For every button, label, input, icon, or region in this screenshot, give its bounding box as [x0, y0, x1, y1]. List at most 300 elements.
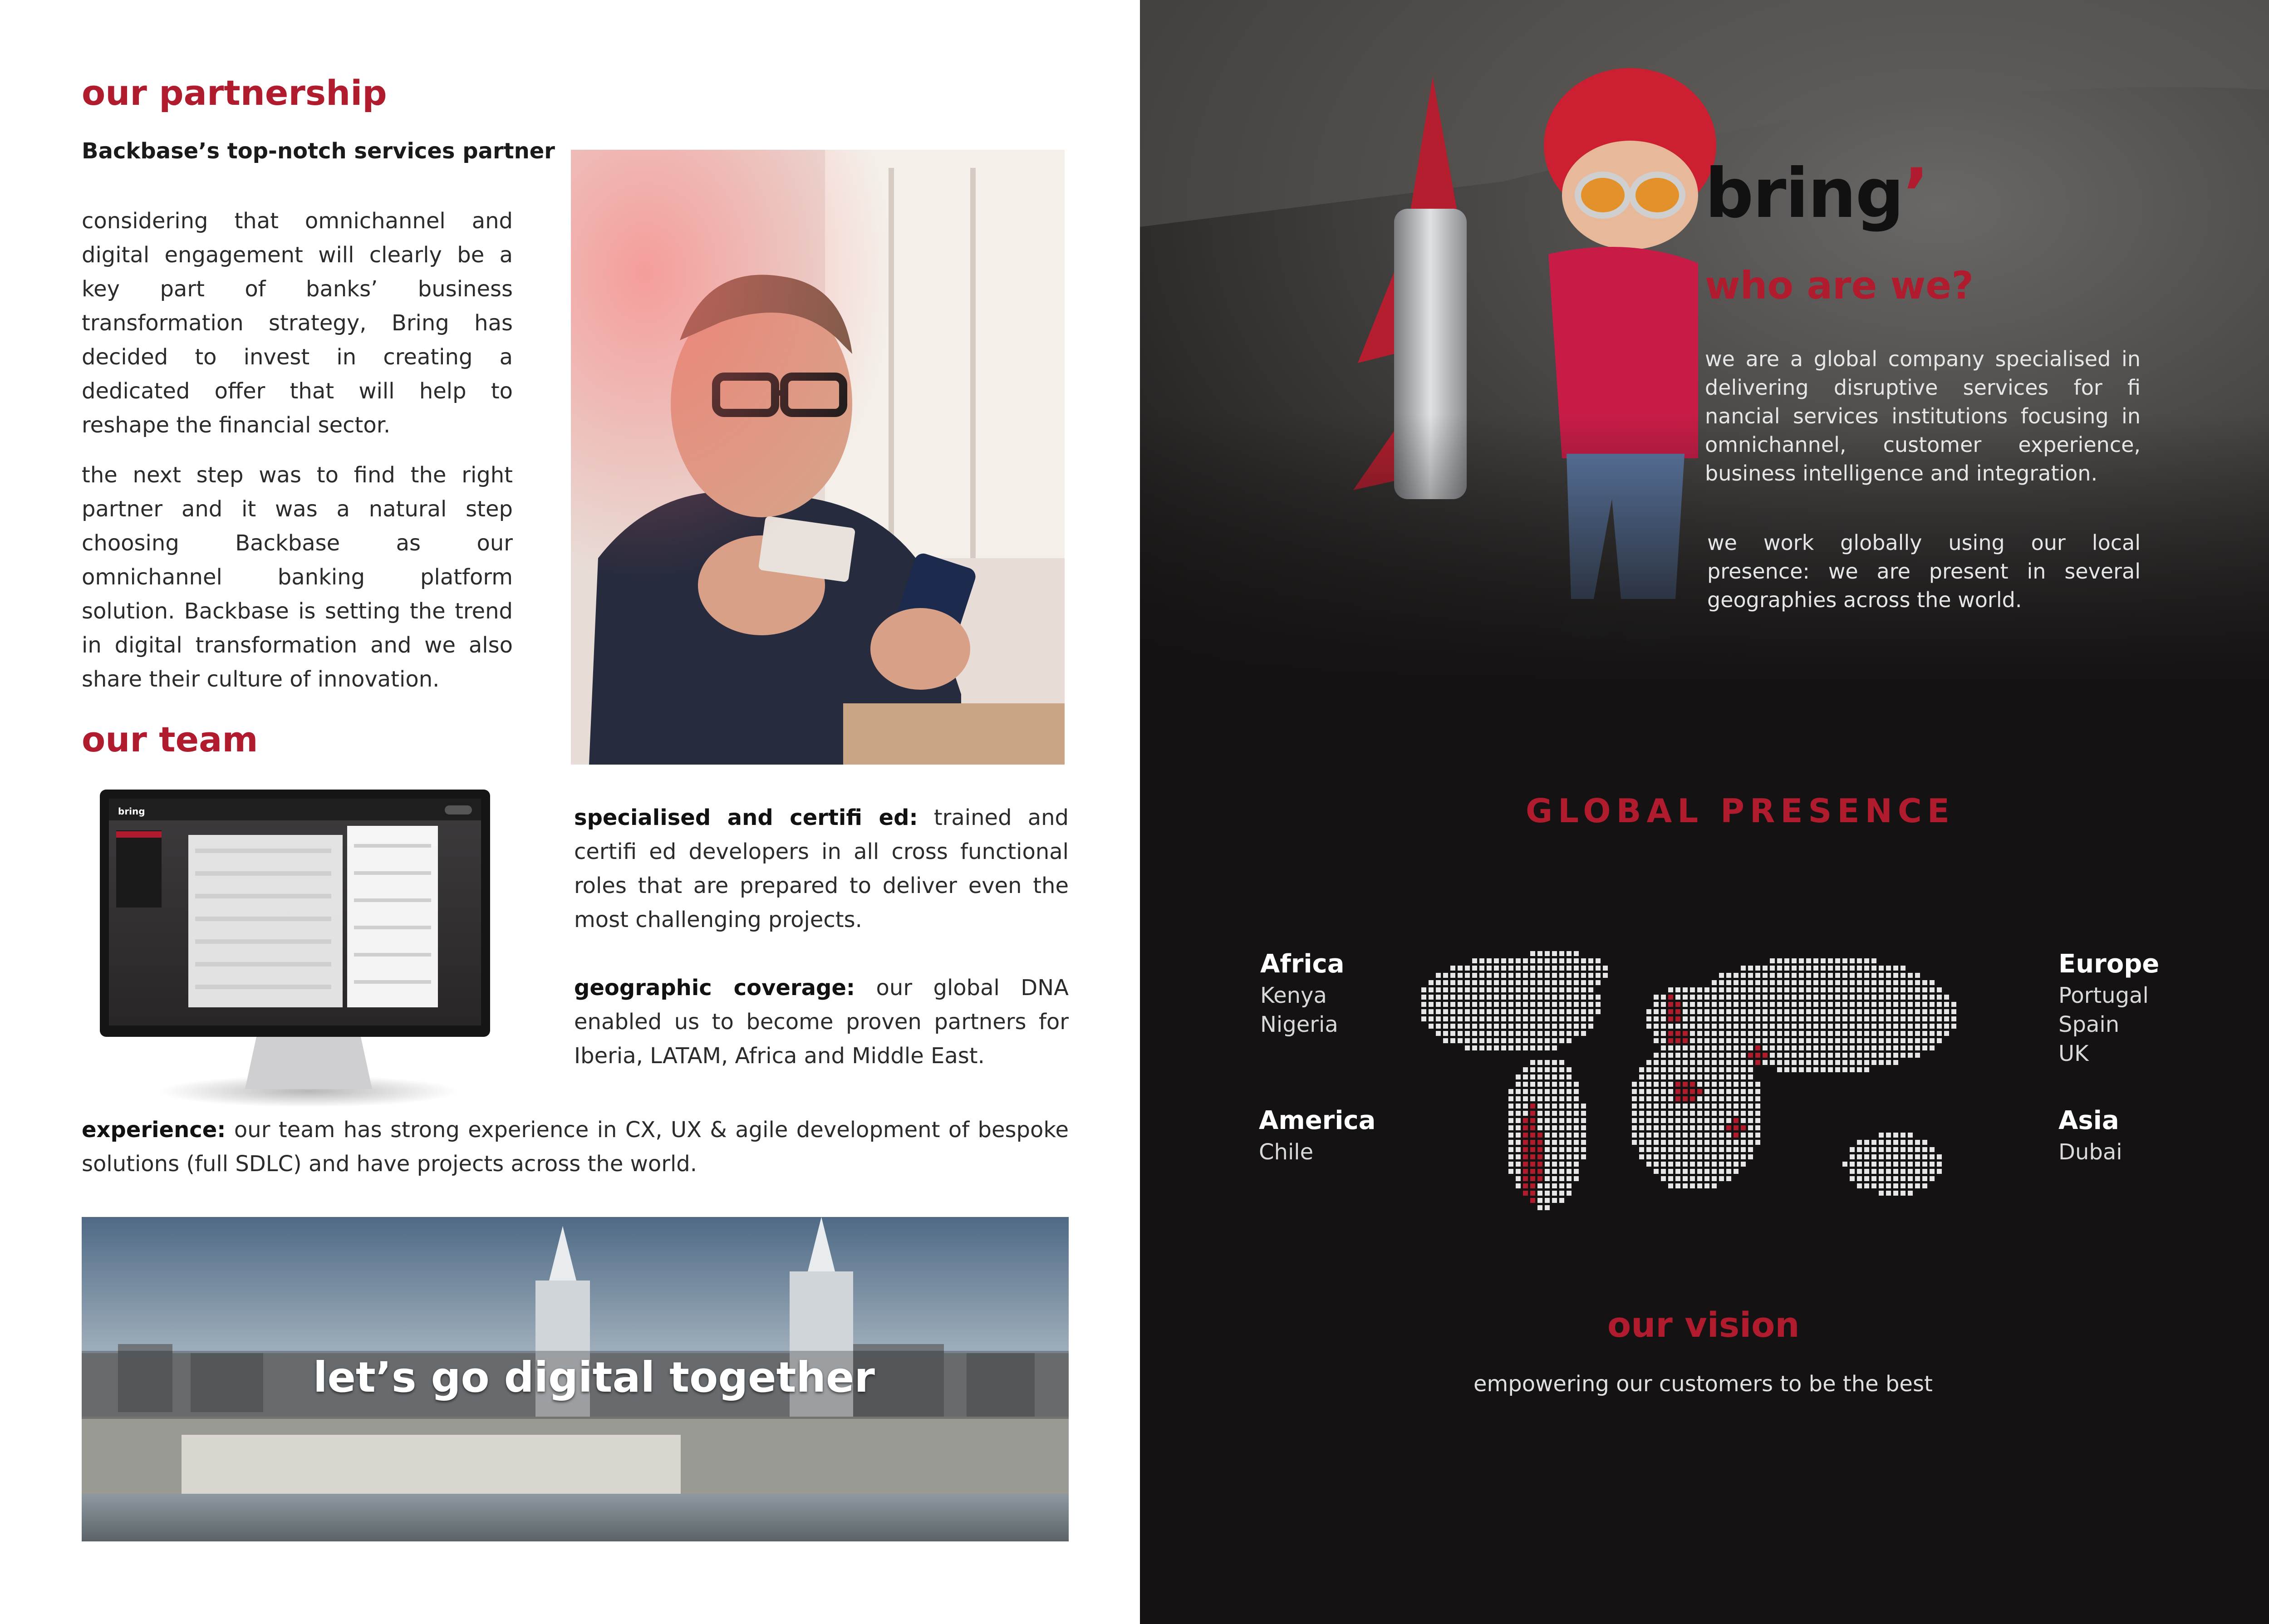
map-dot [1574, 958, 1579, 963]
map-dot [1508, 1162, 1513, 1167]
map-dot [1559, 1031, 1564, 1036]
map-dot [1901, 1176, 1906, 1181]
map-dot [1530, 1060, 1535, 1065]
map-dot [1770, 973, 1775, 978]
map-dot [1893, 1140, 1898, 1145]
map-dot [1683, 1031, 1688, 1036]
map-dot [1857, 1140, 1862, 1145]
map-dot [1871, 1183, 1876, 1188]
map-dot [1850, 973, 1855, 978]
map-dot [1857, 1024, 1862, 1029]
map-dot [1697, 1162, 1702, 1167]
map-dot [1864, 1147, 1869, 1152]
map-dot [1639, 1096, 1644, 1101]
map-dot [1734, 1031, 1739, 1036]
map-dot [1501, 1031, 1506, 1036]
map-dot [1763, 1045, 1768, 1050]
map-dot [1734, 1045, 1739, 1050]
map-dot [1559, 1002, 1564, 1007]
map-dot [1479, 1002, 1484, 1007]
map-dot [1937, 1016, 1942, 1021]
map-dot [1450, 966, 1455, 971]
map-dot [1443, 995, 1448, 1000]
map-dot [1719, 1009, 1724, 1014]
map-dot [1908, 995, 1913, 1000]
map-dot [1755, 1133, 1760, 1138]
map-dot [1886, 1016, 1891, 1021]
map-dot [1784, 1067, 1789, 1072]
map-dot [1632, 1118, 1637, 1123]
map-dot [1516, 1154, 1521, 1159]
map-dot [1567, 951, 1572, 956]
map-dot [1712, 1024, 1717, 1029]
map-dot [1465, 1024, 1470, 1029]
map-dot [1908, 1191, 1913, 1196]
map-dot [1523, 1002, 1528, 1007]
map-dot [1704, 1125, 1709, 1130]
map-dot [1552, 1198, 1557, 1203]
map-dot [1763, 1024, 1768, 1029]
map-dot [1704, 1009, 1709, 1014]
map-dot [1741, 1140, 1746, 1145]
map-dot [1530, 1024, 1535, 1029]
map-dot [1508, 1154, 1513, 1159]
map-dot [1450, 973, 1455, 978]
map-dot [1864, 987, 1869, 992]
map-dot [1675, 987, 1680, 992]
map-dot [1755, 1104, 1760, 1109]
map-dot [1704, 1154, 1709, 1159]
map-dot [1646, 1067, 1651, 1072]
map-dot [1901, 1031, 1906, 1036]
map-dot [1668, 1074, 1673, 1079]
map-dot [1436, 1016, 1441, 1021]
map-dot [1675, 1118, 1680, 1123]
map-dot [1559, 1111, 1564, 1116]
map-dot [1806, 973, 1811, 978]
map-dot [1726, 1147, 1731, 1152]
map-dot [1792, 973, 1797, 978]
map-dot [1944, 1024, 1949, 1029]
map-dot [1668, 1024, 1673, 1029]
map-dot [1661, 1118, 1666, 1123]
region-africa-place-1: Kenya [1260, 983, 1327, 1008]
map-dot [1690, 1147, 1695, 1152]
map-dot [1930, 1002, 1935, 1007]
map-dot [1755, 1016, 1760, 1021]
map-dot [1487, 1038, 1492, 1043]
map-dot [1683, 987, 1688, 992]
map-dot [1806, 1024, 1811, 1029]
map-dot [1915, 1176, 1920, 1181]
map-dot [1545, 1067, 1550, 1072]
map-dot [1697, 1096, 1702, 1101]
map-dot [1559, 966, 1564, 971]
map-dot [1893, 1002, 1898, 1007]
map-dot [1559, 987, 1564, 992]
map-dot [1748, 973, 1753, 978]
map-dot [1893, 1016, 1898, 1021]
map-dot [1523, 1031, 1528, 1036]
map-dot [1748, 1111, 1753, 1116]
map-dot [1552, 951, 1557, 956]
map-dot [1915, 1169, 1920, 1174]
map-dot [1871, 1038, 1876, 1043]
map-dot [1675, 1067, 1680, 1072]
map-dot [1806, 980, 1811, 985]
map-dot [1661, 1133, 1666, 1138]
map-dot [1508, 1045, 1513, 1050]
map-dot [1741, 1045, 1746, 1050]
map-dot [1523, 1111, 1528, 1116]
map-dot [1668, 1002, 1673, 1007]
map-dot [1850, 1154, 1855, 1159]
map-dot [1871, 1024, 1876, 1029]
region-europe [2058, 947, 2159, 1068]
map-dot [1552, 1133, 1557, 1138]
map-dot [1886, 1002, 1891, 1007]
map-dot [1871, 1053, 1876, 1058]
map-dot [1479, 958, 1484, 963]
map-dot [1871, 1009, 1876, 1014]
map-dot [1683, 1147, 1688, 1152]
map-dot [1668, 1067, 1673, 1072]
map-dot [1908, 1133, 1913, 1138]
map-dot [1879, 973, 1884, 978]
map-dot [1922, 1162, 1927, 1167]
map-dot [1741, 1024, 1746, 1029]
map-dot [1559, 1060, 1564, 1065]
map-dot [1574, 973, 1579, 978]
map-dot [1726, 1125, 1731, 1130]
map-dot [1799, 1016, 1804, 1021]
map-dot [1567, 1169, 1572, 1174]
map-dot [1552, 1060, 1557, 1065]
map-dot [1516, 1147, 1521, 1152]
map-dot [1719, 1067, 1724, 1072]
map-dot [1567, 980, 1572, 985]
map-dot [1864, 1169, 1869, 1174]
map-dot [1908, 1038, 1913, 1043]
map-dot [1603, 966, 1608, 971]
map-dot [1951, 1016, 1956, 1021]
map-dot [1690, 1053, 1695, 1058]
map-dot [1661, 1140, 1666, 1145]
map-dot [1697, 1074, 1702, 1079]
map-dot [1494, 1009, 1499, 1014]
map-dot [1704, 1162, 1709, 1167]
map-dot [1683, 1024, 1688, 1029]
map-dot [1574, 1169, 1579, 1174]
map-dot [1501, 987, 1506, 992]
map-dot [1465, 973, 1470, 978]
map-dot [1784, 987, 1789, 992]
map-dot [1646, 1082, 1651, 1087]
map-dot [1552, 1038, 1557, 1043]
map-dot [1763, 987, 1768, 992]
map-dot [1726, 1162, 1731, 1167]
map-dot [1443, 980, 1448, 985]
map-dot [1668, 1038, 1673, 1043]
map-dot [1697, 1169, 1702, 1174]
map-dot [1901, 1191, 1906, 1196]
map-dot [1523, 1074, 1528, 1079]
map-dot [1770, 1031, 1775, 1036]
map-dot [1559, 1009, 1564, 1014]
map-dot [1879, 1169, 1884, 1174]
map-dot [1915, 1024, 1920, 1029]
map-dot [1741, 1053, 1746, 1058]
map-dot [1646, 1118, 1651, 1123]
map-dot [1734, 1067, 1739, 1072]
map-dot [1763, 1009, 1768, 1014]
map-dot [1704, 1104, 1709, 1109]
map-dot [1734, 995, 1739, 1000]
map-dot [1871, 1031, 1876, 1036]
map-dot [1465, 980, 1470, 985]
map-dot [1530, 1140, 1535, 1145]
map-dot [1842, 987, 1847, 992]
map-dot [1661, 1147, 1666, 1152]
map-dot [1552, 995, 1557, 1000]
map-dot [1908, 987, 1913, 992]
map-dot [1581, 1024, 1586, 1029]
map-dot [1421, 1002, 1426, 1007]
map-dot [1596, 995, 1601, 1000]
map-dot [1879, 1016, 1884, 1021]
map-dot [1668, 1096, 1673, 1101]
map-dot [1922, 1002, 1927, 1007]
map-dot [1530, 1162, 1535, 1167]
map-dot [1901, 1154, 1906, 1159]
region-america-place-1: Chile [1259, 1139, 1314, 1165]
map-dot [1712, 1002, 1717, 1007]
map-dot [1763, 995, 1768, 1000]
map-dot [1871, 1045, 1876, 1050]
map-dot [1508, 1031, 1513, 1036]
map-dot [1545, 1198, 1550, 1203]
map-dot [1734, 1140, 1739, 1145]
map-dot [1930, 1016, 1935, 1021]
map-dot [1537, 1082, 1542, 1087]
map-dot [1901, 1183, 1906, 1188]
map-dot [1690, 987, 1695, 992]
partnership-title: our partnership [82, 73, 387, 113]
map-dot [1654, 1016, 1659, 1021]
map-dot [1552, 1111, 1557, 1116]
map-dot [1552, 1176, 1557, 1181]
map-dot [1523, 995, 1528, 1000]
map-dot [1821, 995, 1826, 1000]
map-dot [1472, 1002, 1477, 1007]
map-dot [1690, 1125, 1695, 1130]
map-dot [1683, 1104, 1688, 1109]
map-dot [1508, 1140, 1513, 1145]
map-dot [1734, 980, 1739, 985]
map-dot [1537, 1191, 1542, 1196]
map-dot [1770, 987, 1775, 992]
map-dot [1755, 1089, 1760, 1094]
map-dot [1901, 966, 1906, 971]
map-dot [1661, 1125, 1666, 1130]
map-dot [1501, 1038, 1506, 1043]
map-dot [1574, 980, 1579, 985]
map-dot [1901, 1024, 1906, 1029]
map-dot [1545, 966, 1550, 971]
map-dot [1479, 1045, 1484, 1050]
map-dot [1690, 1176, 1695, 1181]
map-dot [1501, 966, 1506, 971]
map-dot [1545, 980, 1550, 985]
map-dot [1792, 1038, 1797, 1043]
map-dot [1712, 1009, 1717, 1014]
map-dot [1429, 1009, 1434, 1014]
map-dot [1545, 1205, 1550, 1210]
map-dot [1523, 973, 1528, 978]
map-dot [1479, 980, 1484, 985]
map-dot [1937, 1024, 1942, 1029]
map-dot [1545, 987, 1550, 992]
map-dot [1508, 1096, 1513, 1101]
map-dot [1799, 987, 1804, 992]
map-dot [1821, 1038, 1826, 1043]
map-dot [1835, 1045, 1840, 1050]
map-dot [1777, 1045, 1782, 1050]
map-dot [1893, 1009, 1898, 1014]
map-dot [1893, 1176, 1898, 1181]
map-dot [1661, 1002, 1666, 1007]
map-dot [1523, 1154, 1528, 1159]
map-dot [1646, 1009, 1651, 1014]
map-dot [1712, 1031, 1717, 1036]
map-dot [1523, 1147, 1528, 1152]
map-dot [1654, 1053, 1659, 1058]
map-dot [1871, 1162, 1876, 1167]
map-dot [1523, 1183, 1528, 1188]
map-dot [1683, 995, 1688, 1000]
map-dot [1857, 958, 1862, 963]
region-europe-place-3: UK [2058, 1041, 2089, 1066]
map-dot [1523, 980, 1528, 985]
map-dot [1864, 1045, 1869, 1050]
map-dot [1777, 1031, 1782, 1036]
map-dot [1930, 1169, 1935, 1174]
map-dot [1879, 966, 1884, 971]
map-dot [1871, 987, 1876, 992]
map-dot [1537, 987, 1542, 992]
map-dot [1516, 1176, 1521, 1181]
map-dot [1864, 1053, 1869, 1058]
map-dot [1813, 987, 1818, 992]
map-dot [1516, 1183, 1521, 1188]
map-dot [1842, 1060, 1847, 1065]
map-dot [1842, 1009, 1847, 1014]
map-dot [1813, 1060, 1818, 1065]
map-dot [1770, 1053, 1775, 1058]
map-dot [1559, 980, 1564, 985]
map-dot [1639, 1104, 1644, 1109]
map-dot [1661, 1060, 1666, 1065]
monitor-brand: bring [118, 806, 145, 817]
map-dot [1508, 1009, 1513, 1014]
map-dot [1545, 1002, 1550, 1007]
map-dot [1596, 973, 1601, 978]
map-dot [1857, 1038, 1862, 1043]
map-dot [1850, 1053, 1855, 1058]
map-dot [1545, 1045, 1550, 1050]
map-dot [1704, 1089, 1709, 1094]
map-dot [1537, 1031, 1542, 1036]
map-dot [1704, 1111, 1709, 1116]
map-dot [1537, 1176, 1542, 1181]
map-dot [1741, 1060, 1746, 1065]
map-dot [1719, 1096, 1724, 1101]
map-dot [1675, 1031, 1680, 1036]
map-dot [1668, 1169, 1673, 1174]
map-dot [1668, 1133, 1673, 1138]
map-dot [1813, 966, 1818, 971]
map-dot [1784, 1038, 1789, 1043]
map-dot [1879, 1147, 1884, 1152]
map-dot [1741, 973, 1746, 978]
map-dot [1530, 1082, 1535, 1087]
map-dot [1726, 1045, 1731, 1050]
map-dot [1574, 1111, 1579, 1116]
map-dot [1915, 1154, 1920, 1159]
map-dot [1908, 1140, 1913, 1145]
region-europe-name: Europe [2058, 949, 2160, 979]
map-dot [1915, 1147, 1920, 1152]
map-dot [1704, 1060, 1709, 1065]
map-dot [1697, 1183, 1702, 1188]
map-dot [1886, 1038, 1891, 1043]
map-dot [1574, 987, 1579, 992]
team-experience [82, 1113, 1069, 1181]
map-dot [1930, 1147, 1935, 1152]
map-dot [1850, 1162, 1855, 1167]
map-dot [1697, 987, 1702, 992]
map-dot [1864, 1016, 1869, 1021]
map-dot [1523, 1089, 1528, 1094]
map-dot [1545, 1176, 1550, 1181]
map-dot [1915, 1031, 1920, 1036]
map-dot [1479, 995, 1484, 1000]
map-dot [1458, 1016, 1463, 1021]
map-dot [1523, 958, 1528, 963]
map-dot [1704, 1147, 1709, 1152]
map-dot [1806, 1060, 1811, 1065]
map-dot [1915, 1183, 1920, 1188]
map-dot [1704, 1118, 1709, 1123]
map-dot [1748, 1096, 1753, 1101]
map-dot [1712, 1038, 1717, 1043]
map-dot [1501, 1009, 1506, 1014]
map-dot [1755, 1118, 1760, 1123]
map-dot [1893, 1024, 1898, 1029]
map-dot [1763, 1038, 1768, 1043]
map-dot [1567, 1096, 1572, 1101]
map-dot [1777, 1016, 1782, 1021]
map-dot [1530, 1125, 1535, 1130]
map-dot [1516, 958, 1521, 963]
map-dot [1828, 987, 1833, 992]
map-dot [1545, 958, 1550, 963]
map-dot [1712, 1118, 1717, 1123]
map-dot [1777, 1009, 1782, 1014]
map-dot [1734, 1096, 1739, 1101]
map-dot [1915, 987, 1920, 992]
map-dot [1465, 1016, 1470, 1021]
